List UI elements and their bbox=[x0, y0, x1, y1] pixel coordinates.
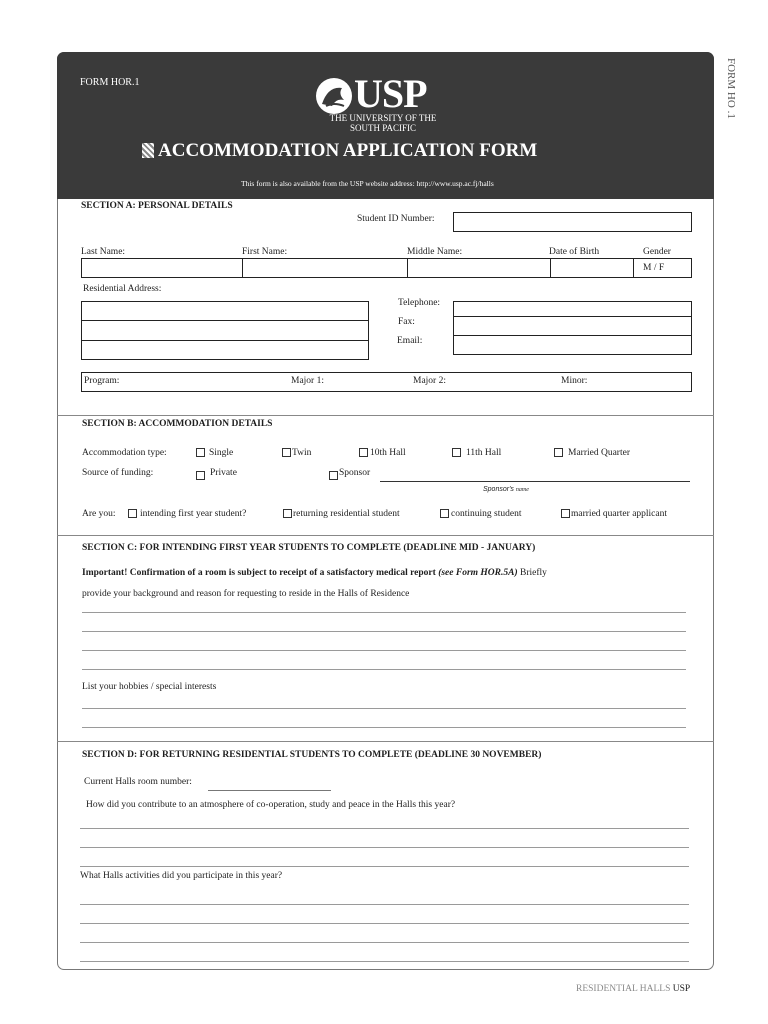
form-code: FORM HOR.1 bbox=[80, 77, 140, 88]
answer-line[interactable] bbox=[82, 708, 686, 709]
website-note: This form is also available from the USP website address: http://www.usp.ac.fj/halls bbox=[241, 179, 494, 188]
section-b-heading: SECTION B: ACCOMMODATION DETAILS bbox=[82, 419, 273, 429]
married-quarter-label: Married Quarter bbox=[568, 448, 630, 458]
funding-label: Source of funding: bbox=[82, 468, 154, 478]
last-name-label: Last Name: bbox=[81, 247, 126, 257]
room-number-line[interactable] bbox=[208, 790, 331, 791]
continuing-checkbox[interactable] bbox=[440, 509, 449, 518]
usp-shell-emblem-icon bbox=[314, 76, 354, 116]
answer-line[interactable] bbox=[80, 847, 689, 848]
single-checkbox[interactable] bbox=[196, 448, 205, 457]
program-label: Program: bbox=[84, 376, 120, 386]
answer-line[interactable] bbox=[82, 727, 686, 728]
major2-label: Major 2: bbox=[413, 376, 446, 386]
section-d-heading: SECTION D: FOR RETURNING RESIDENTIAL STUDENTS TO COMPLETE (DEADLINE 30 NOVEMBER) bbox=[82, 750, 542, 760]
accom-type-label: Accommodation type: bbox=[82, 448, 167, 458]
side-form-code: FORM HO .1 bbox=[725, 58, 737, 119]
answer-line[interactable] bbox=[82, 650, 686, 651]
returning-checkbox[interactable] bbox=[283, 509, 292, 518]
email-label: Email: bbox=[397, 336, 423, 346]
tenth-hall-checkbox[interactable] bbox=[359, 448, 368, 457]
section-divider bbox=[57, 535, 714, 536]
major1-label: Major 1: bbox=[291, 376, 324, 386]
answer-line[interactable] bbox=[80, 904, 689, 905]
first-name-label: First Name: bbox=[242, 247, 288, 257]
private-checkbox[interactable] bbox=[196, 471, 205, 480]
married-quarter-checkbox[interactable] bbox=[554, 448, 563, 457]
sponsor-name-line[interactable] bbox=[380, 481, 690, 482]
address-label: Residential Address: bbox=[83, 284, 162, 294]
address-line-1[interactable] bbox=[81, 301, 369, 321]
footer-label: RESIDENTIAL HALLS USP bbox=[576, 984, 691, 994]
section-c-heading: SECTION C: FOR INTENDING FIRST YEAR STUDENTS TO COMPLETE (DEADLINE MID - JANUARY) bbox=[82, 543, 536, 553]
address-line-3[interactable] bbox=[81, 340, 369, 360]
are-you-label: Are you: bbox=[82, 509, 116, 519]
answer-line[interactable] bbox=[80, 866, 689, 867]
logo-line1: THE UNIVERSITY OF THE bbox=[329, 113, 437, 123]
student-id-label: Student ID Number: bbox=[357, 214, 435, 224]
page-title: ACCOMMODATION APPLICATION FORM bbox=[158, 140, 538, 161]
important-note: Important! Confirmation of a room is subject to receipt of a satisfactory medical report (see Form HOR.5A) Briefly bbox=[82, 568, 547, 578]
sponsor-name-caption: Sponsor's name bbox=[483, 486, 529, 493]
answer-line[interactable] bbox=[80, 828, 689, 829]
contribute-prompt: How did you contribute to an atmosphere of co-operation, study and peace in the Halls this year? bbox=[86, 800, 456, 810]
telephone-label: Telephone: bbox=[398, 298, 441, 308]
answer-line[interactable] bbox=[80, 923, 689, 924]
gender-options: M / F bbox=[643, 263, 665, 273]
section-divider bbox=[57, 415, 714, 416]
twin-label: Twin bbox=[292, 448, 312, 458]
private-label: Private bbox=[210, 468, 237, 478]
middle-name-input[interactable] bbox=[407, 258, 551, 278]
answer-line[interactable] bbox=[80, 942, 689, 943]
address-line-2[interactable] bbox=[81, 320, 369, 341]
last-name-input[interactable] bbox=[81, 258, 243, 278]
usp-logo bbox=[314, 71, 454, 138]
eleventh-hall-checkbox[interactable] bbox=[452, 448, 461, 457]
tenth-hall-label: 10th Hall bbox=[370, 448, 406, 458]
telephone-input[interactable] bbox=[453, 301, 692, 317]
email-input[interactable] bbox=[453, 335, 692, 355]
twin-checkbox[interactable] bbox=[282, 448, 291, 457]
first-year-label: intending first year student? bbox=[140, 509, 247, 519]
fax-label: Fax: bbox=[398, 317, 415, 327]
sponsor-label: Sponsor bbox=[339, 468, 371, 478]
answer-line[interactable] bbox=[80, 961, 689, 962]
dob-input[interactable] bbox=[550, 258, 634, 278]
fax-input[interactable] bbox=[453, 316, 692, 336]
returning-label: returning residential student bbox=[293, 509, 400, 519]
single-label: Single bbox=[209, 448, 234, 458]
hobbies-prompt: List your hobbies / special interests bbox=[82, 682, 217, 692]
dob-label: Date of Birth bbox=[549, 247, 600, 257]
logo-line2: SOUTH PACIFIC bbox=[350, 123, 416, 133]
answer-line[interactable] bbox=[82, 669, 686, 670]
program-input[interactable] bbox=[81, 372, 692, 392]
first-year-checkbox[interactable] bbox=[128, 509, 137, 518]
first-name-input[interactable] bbox=[242, 258, 408, 278]
sponsor-checkbox[interactable] bbox=[329, 471, 338, 480]
answer-line[interactable] bbox=[82, 612, 686, 613]
eleventh-hall-label: 11th Hall bbox=[466, 448, 502, 458]
background-prompt: provide your background and reason for requesting to reside in the Halls of Residence bbox=[82, 589, 410, 599]
answer-line[interactable] bbox=[82, 631, 686, 632]
gender-label: Gender bbox=[643, 247, 671, 257]
title-marker-icon bbox=[142, 143, 154, 158]
married-applicant-label: married quarter applicant bbox=[571, 509, 668, 519]
middle-name-label: Middle Name: bbox=[407, 247, 463, 257]
student-id-input[interactable] bbox=[453, 212, 692, 232]
section-divider bbox=[57, 741, 714, 742]
minor-label: Minor: bbox=[561, 376, 588, 386]
section-a-heading: SECTION A: PERSONAL DETAILS bbox=[81, 201, 233, 211]
room-number-label: Current Halls room number: bbox=[84, 777, 192, 787]
continuing-label: continuing student bbox=[451, 509, 522, 519]
married-applicant-checkbox[interactable] bbox=[561, 509, 570, 518]
logo-wordmark: USP bbox=[354, 71, 427, 116]
activities-prompt: What Halls activities did you participate in this year? bbox=[80, 871, 283, 881]
